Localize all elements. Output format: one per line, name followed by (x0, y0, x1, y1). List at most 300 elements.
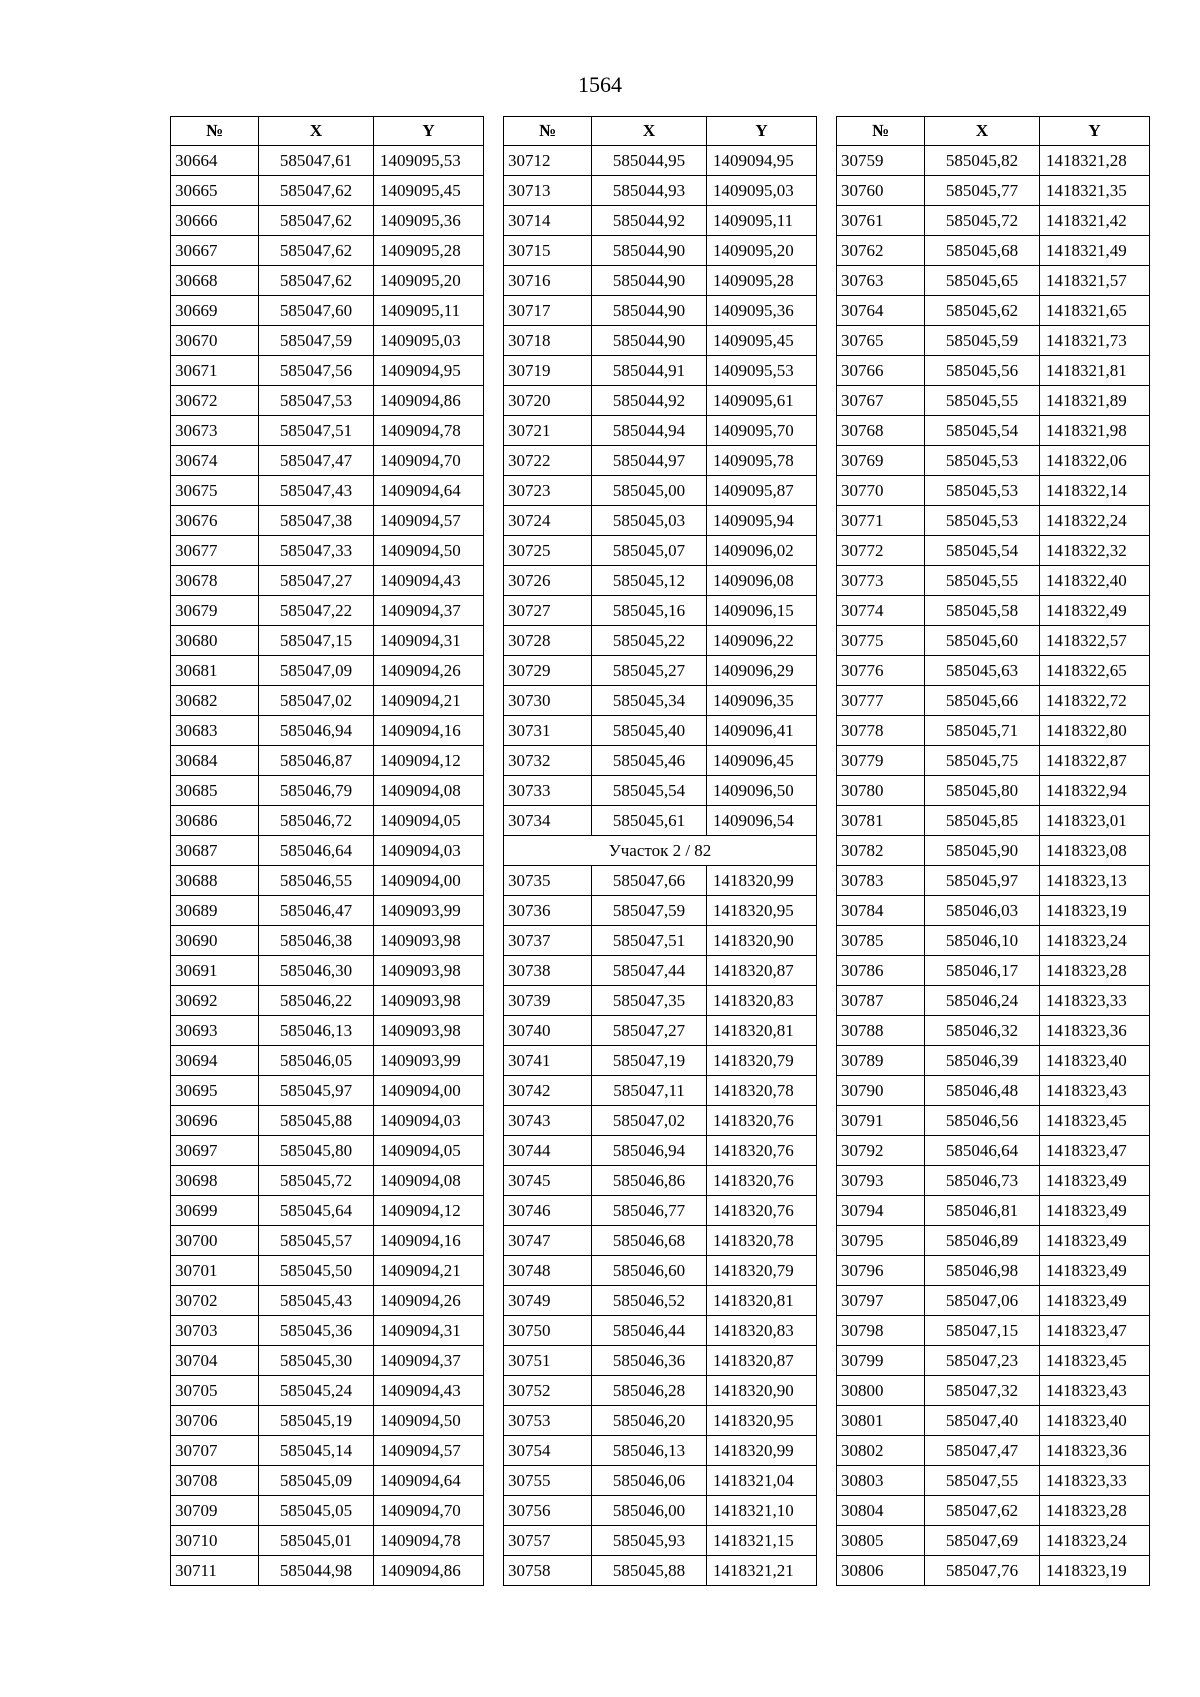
point-number: 30706 (171, 1406, 259, 1436)
point-number: 30753 (504, 1406, 592, 1436)
y-coordinate: 1418320,78 (707, 1076, 817, 1106)
x-coordinate: 585045,88 (259, 1106, 374, 1136)
x-coordinate: 585047,40 (925, 1406, 1040, 1436)
point-number: 30707 (171, 1436, 259, 1466)
x-coordinate: 585046,64 (925, 1136, 1040, 1166)
x-coordinate: 585047,33 (259, 536, 374, 566)
table-row (504, 1046, 817, 1076)
table-row (171, 986, 484, 1016)
x-coordinate: 585047,15 (259, 626, 374, 656)
y-coordinate: 1418322,40 (1040, 566, 1150, 596)
table-row (837, 656, 1150, 686)
table-row (837, 326, 1150, 356)
table-row (504, 746, 817, 776)
y-coordinate: 1418323,47 (1040, 1316, 1150, 1346)
y-coordinate: 1409096,15 (707, 596, 817, 626)
x-coordinate: 585046,94 (259, 716, 374, 746)
table-row (504, 1256, 817, 1286)
x-coordinate: 585047,47 (259, 446, 374, 476)
x-coordinate: 585046,10 (925, 926, 1040, 956)
point-number: 30792 (837, 1136, 925, 1166)
y-coordinate: 1409093,99 (374, 896, 484, 926)
table-row (504, 1346, 817, 1376)
x-coordinate: 585047,51 (592, 926, 707, 956)
table-row (171, 1406, 484, 1436)
table-row (837, 836, 1150, 866)
x-coordinate: 585045,85 (925, 806, 1040, 836)
y-coordinate: 1409094,57 (374, 506, 484, 536)
point-number: 30747 (504, 1226, 592, 1256)
table-row (837, 596, 1150, 626)
x-coordinate: 585047,35 (592, 986, 707, 1016)
point-number: 30735 (504, 866, 592, 896)
table-row (504, 1226, 817, 1256)
x-coordinate: 585045,72 (259, 1166, 374, 1196)
table-row (504, 356, 817, 386)
point-number: 30713 (504, 176, 592, 206)
y-coordinate: 1409095,11 (707, 206, 817, 236)
table-header-row (171, 117, 484, 146)
point-number: 30806 (837, 1556, 925, 1586)
point-number: 30690 (171, 926, 259, 956)
x-coordinate: 585047,19 (592, 1046, 707, 1076)
x-coordinate: 585046,87 (259, 746, 374, 776)
point-number: 30723 (504, 476, 592, 506)
y-coordinate: 1409095,45 (707, 326, 817, 356)
table-row (171, 656, 484, 686)
x-coordinate: 585046,60 (592, 1256, 707, 1286)
x-coordinate: 585045,24 (259, 1376, 374, 1406)
x-coordinate: 585044,98 (259, 1556, 374, 1586)
y-coordinate: 1418323,24 (1040, 926, 1150, 956)
y-coordinate: 1418323,43 (1040, 1076, 1150, 1106)
point-number: 30774 (837, 596, 925, 626)
point-number: 30708 (171, 1466, 259, 1496)
y-coordinate: 1418320,99 (707, 1436, 817, 1466)
y-coordinate: 1418322,57 (1040, 626, 1150, 656)
x-coordinate: 585047,09 (259, 656, 374, 686)
point-number: 30737 (504, 926, 592, 956)
x-coordinate: 585046,94 (592, 1136, 707, 1166)
table-row (837, 236, 1150, 266)
y-coordinate: 1418320,83 (707, 1316, 817, 1346)
y-coordinate: 1409094,00 (374, 866, 484, 896)
y-coordinate: 1418322,87 (1040, 746, 1150, 776)
point-number: 30759 (837, 146, 925, 176)
table-row (171, 866, 484, 896)
point-number: 30799 (837, 1346, 925, 1376)
x-coordinate: 585045,54 (925, 536, 1040, 566)
x-coordinate: 585044,97 (592, 446, 707, 476)
point-number: 30714 (504, 206, 592, 236)
x-coordinate: 585045,66 (925, 686, 1040, 716)
y-coordinate: 1418321,89 (1040, 386, 1150, 416)
y-coordinate: 1418320,76 (707, 1136, 817, 1166)
table-row (837, 1556, 1150, 1586)
table-row (837, 1496, 1150, 1526)
table-row (504, 656, 817, 686)
table-row (504, 146, 817, 176)
x-coordinate: 585044,93 (592, 176, 707, 206)
y-coordinate: 1409093,98 (374, 956, 484, 986)
point-number: 30729 (504, 656, 592, 686)
y-coordinate: 1409094,26 (374, 1286, 484, 1316)
table-row (837, 956, 1150, 986)
x-coordinate: 585045,03 (592, 506, 707, 536)
x-coordinate: 585047,11 (592, 1076, 707, 1106)
y-coordinate: 1409094,26 (374, 656, 484, 686)
point-number: 30778 (837, 716, 925, 746)
point-number: 30719 (504, 356, 592, 386)
y-coordinate: 1418323,45 (1040, 1106, 1150, 1136)
y-coordinate: 1409094,12 (374, 1196, 484, 1226)
point-number: 30675 (171, 476, 259, 506)
table-row (504, 986, 817, 1016)
x-coordinate: 585045,16 (592, 596, 707, 626)
table-row (504, 776, 817, 806)
point-number: 30780 (837, 776, 925, 806)
x-coordinate: 585045,65 (925, 266, 1040, 296)
x-coordinate: 585045,27 (592, 656, 707, 686)
y-coordinate: 1418322,94 (1040, 776, 1150, 806)
table-row (171, 746, 484, 776)
table-row (837, 536, 1150, 566)
point-number: 30693 (171, 1016, 259, 1046)
point-number: 30676 (171, 506, 259, 536)
table-row (837, 1166, 1150, 1196)
x-coordinate: 585047,69 (925, 1526, 1040, 1556)
point-number: 30704 (171, 1346, 259, 1376)
table-row (504, 266, 817, 296)
table-row (504, 806, 817, 836)
point-number: 30743 (504, 1106, 592, 1136)
table-row (837, 1376, 1150, 1406)
point-number: 30712 (504, 146, 592, 176)
x-coordinate: 585045,62 (925, 296, 1040, 326)
x-coordinate: 585047,38 (259, 506, 374, 536)
x-coordinate: 585045,09 (259, 1466, 374, 1496)
x-coordinate: 585046,73 (925, 1166, 1040, 1196)
table-row (171, 446, 484, 476)
x-coordinate: 585046,22 (259, 986, 374, 1016)
x-coordinate: 585046,89 (925, 1226, 1040, 1256)
point-number: 30702 (171, 1286, 259, 1316)
table-row (171, 1556, 484, 1586)
table-row (171, 1256, 484, 1286)
table-row (837, 1526, 1150, 1556)
point-number: 30760 (837, 176, 925, 206)
table-row (171, 1046, 484, 1076)
table-row (171, 776, 484, 806)
x-coordinate: 585045,56 (925, 356, 1040, 386)
table-row (504, 236, 817, 266)
table-row (504, 716, 817, 746)
table-row (837, 1106, 1150, 1136)
x-coordinate: 585045,97 (259, 1076, 374, 1106)
y-coordinate: 1409094,08 (374, 776, 484, 806)
x-coordinate: 585045,50 (259, 1256, 374, 1286)
y-coordinate: 1409094,16 (374, 1226, 484, 1256)
point-number: 30784 (837, 896, 925, 926)
point-number: 30665 (171, 176, 259, 206)
y-coordinate: 1409095,45 (374, 176, 484, 206)
y-coordinate: 1409095,87 (707, 476, 817, 506)
x-coordinate: 585047,62 (259, 206, 374, 236)
section-row (504, 836, 817, 866)
table-row (837, 716, 1150, 746)
point-number: 30777 (837, 686, 925, 716)
point-number: 30761 (837, 206, 925, 236)
point-number: 30732 (504, 746, 592, 776)
point-number: 30741 (504, 1046, 592, 1076)
point-number: 30768 (837, 416, 925, 446)
point-number: 30726 (504, 566, 592, 596)
y-coordinate: 1418323,49 (1040, 1166, 1150, 1196)
y-coordinate: 1409094,16 (374, 716, 484, 746)
table-header-row (837, 117, 1150, 146)
point-number: 30788 (837, 1016, 925, 1046)
point-number: 30710 (171, 1526, 259, 1556)
x-coordinate: 585047,23 (925, 1346, 1040, 1376)
x-coordinate: 585046,81 (925, 1196, 1040, 1226)
table-row (837, 506, 1150, 536)
point-number: 30720 (504, 386, 592, 416)
x-coordinate: 585045,55 (925, 386, 1040, 416)
y-coordinate: 1409093,98 (374, 986, 484, 1016)
coordinates-table-2 (503, 116, 817, 1586)
table-row (837, 1016, 1150, 1046)
y-coordinate: 1409094,86 (374, 386, 484, 416)
column-header-number: № (504, 117, 592, 146)
column-header-number: № (837, 117, 925, 146)
y-coordinate: 1418323,40 (1040, 1406, 1150, 1436)
point-number: 30698 (171, 1166, 259, 1196)
y-coordinate: 1409093,99 (374, 1046, 484, 1076)
y-coordinate: 1409096,45 (707, 746, 817, 776)
point-number: 30749 (504, 1286, 592, 1316)
y-coordinate: 1409094,37 (374, 596, 484, 626)
point-number: 30764 (837, 296, 925, 326)
point-number: 30795 (837, 1226, 925, 1256)
x-coordinate: 585045,22 (592, 626, 707, 656)
column-header-y: Y (707, 117, 817, 146)
point-number: 30694 (171, 1046, 259, 1076)
x-coordinate: 585045,63 (925, 656, 1040, 686)
point-number: 30687 (171, 836, 259, 866)
table-row (171, 1196, 484, 1226)
x-coordinate: 585044,90 (592, 326, 707, 356)
point-number: 30721 (504, 416, 592, 446)
y-coordinate: 1418320,95 (707, 896, 817, 926)
y-coordinate: 1418323,01 (1040, 806, 1150, 836)
y-coordinate: 1409096,35 (707, 686, 817, 716)
point-number: 30786 (837, 956, 925, 986)
y-coordinate: 1418320,76 (707, 1106, 817, 1136)
y-coordinate: 1409095,70 (707, 416, 817, 446)
table-row (504, 686, 817, 716)
point-number: 30703 (171, 1316, 259, 1346)
table-row (504, 1526, 817, 1556)
table-row (837, 1346, 1150, 1376)
point-number: 30669 (171, 296, 259, 326)
x-coordinate: 585046,00 (592, 1496, 707, 1526)
x-coordinate: 585046,30 (259, 956, 374, 986)
point-number: 30670 (171, 326, 259, 356)
x-coordinate: 585045,68 (925, 236, 1040, 266)
x-coordinate: 585046,20 (592, 1406, 707, 1436)
point-number: 30779 (837, 746, 925, 776)
y-coordinate: 1409095,20 (374, 266, 484, 296)
point-number: 30758 (504, 1556, 592, 1586)
x-coordinate: 585047,27 (592, 1016, 707, 1046)
y-coordinate: 1409094,03 (374, 1106, 484, 1136)
x-coordinate: 585047,59 (592, 896, 707, 926)
x-coordinate: 585047,06 (925, 1286, 1040, 1316)
table-row (837, 986, 1150, 1016)
coordinates-table-1 (170, 116, 484, 1586)
y-coordinate: 1418320,99 (707, 866, 817, 896)
x-coordinate: 585046,64 (259, 836, 374, 866)
point-number: 30727 (504, 596, 592, 626)
point-number: 30699 (171, 1196, 259, 1226)
point-number: 30674 (171, 446, 259, 476)
point-number: 30683 (171, 716, 259, 746)
y-coordinate: 1409094,50 (374, 536, 484, 566)
table-row (171, 926, 484, 956)
y-coordinate: 1418322,06 (1040, 446, 1150, 476)
y-coordinate: 1418322,24 (1040, 506, 1150, 536)
table-row (504, 1376, 817, 1406)
point-number: 30750 (504, 1316, 592, 1346)
y-coordinate: 1409094,21 (374, 686, 484, 716)
x-coordinate: 585045,53 (925, 476, 1040, 506)
table-row (837, 626, 1150, 656)
point-number: 30793 (837, 1166, 925, 1196)
table-row (171, 1466, 484, 1496)
point-number: 30800 (837, 1376, 925, 1406)
x-coordinate: 585045,30 (259, 1346, 374, 1376)
y-coordinate: 1418323,33 (1040, 1466, 1150, 1496)
x-coordinate: 585045,01 (259, 1526, 374, 1556)
x-coordinate: 585045,54 (925, 416, 1040, 446)
y-coordinate: 1418320,87 (707, 956, 817, 986)
point-number: 30752 (504, 1376, 592, 1406)
x-coordinate: 585046,13 (592, 1436, 707, 1466)
table-row (504, 1556, 817, 1586)
y-coordinate: 1409096,22 (707, 626, 817, 656)
table-row (504, 1496, 817, 1526)
x-coordinate: 585047,44 (592, 956, 707, 986)
point-number: 30701 (171, 1256, 259, 1286)
table-row (504, 1196, 817, 1226)
y-coordinate: 1418320,76 (707, 1166, 817, 1196)
point-number: 30684 (171, 746, 259, 776)
table-row (504, 416, 817, 446)
table-row (504, 476, 817, 506)
x-coordinate: 585047,02 (259, 686, 374, 716)
y-coordinate: 1409094,64 (374, 1466, 484, 1496)
x-coordinate: 585047,59 (259, 326, 374, 356)
x-coordinate: 585047,43 (259, 476, 374, 506)
x-coordinate: 585045,53 (925, 506, 1040, 536)
point-number: 30781 (837, 806, 925, 836)
point-number: 30680 (171, 626, 259, 656)
table-row (171, 1316, 484, 1346)
table-row (504, 956, 817, 986)
table-row (171, 626, 484, 656)
table-row (171, 1376, 484, 1406)
point-number: 30724 (504, 506, 592, 536)
point-number: 30664 (171, 146, 259, 176)
point-number: 30682 (171, 686, 259, 716)
x-coordinate: 585045,36 (259, 1316, 374, 1346)
point-number: 30715 (504, 236, 592, 266)
y-coordinate: 1409095,53 (374, 146, 484, 176)
table-row (837, 176, 1150, 206)
y-coordinate: 1418322,80 (1040, 716, 1150, 746)
table-row (171, 1526, 484, 1556)
table-row (837, 1406, 1150, 1436)
table-row (171, 206, 484, 236)
x-coordinate: 585044,90 (592, 296, 707, 326)
column-header-y: Y (1040, 117, 1150, 146)
table-row (837, 1286, 1150, 1316)
table-row (504, 926, 817, 956)
x-coordinate: 585045,58 (925, 596, 1040, 626)
x-coordinate: 585045,64 (259, 1196, 374, 1226)
point-number: 30794 (837, 1196, 925, 1226)
x-coordinate: 585046,38 (259, 926, 374, 956)
table-row (837, 1196, 1150, 1226)
x-coordinate: 585045,71 (925, 716, 1040, 746)
x-coordinate: 585045,72 (925, 206, 1040, 236)
x-coordinate: 585047,62 (259, 236, 374, 266)
point-number: 30745 (504, 1166, 592, 1196)
y-coordinate: 1409094,31 (374, 1316, 484, 1346)
point-number: 30740 (504, 1016, 592, 1046)
x-coordinate: 585047,27 (259, 566, 374, 596)
table-row (171, 326, 484, 356)
section-label: Участок 2 / 82 (504, 836, 817, 866)
x-coordinate: 585046,55 (259, 866, 374, 896)
point-number: 30742 (504, 1076, 592, 1106)
x-coordinate: 585047,61 (259, 146, 374, 176)
y-coordinate: 1418323,19 (1040, 896, 1150, 926)
y-coordinate: 1409094,21 (374, 1256, 484, 1286)
point-number: 30803 (837, 1466, 925, 1496)
table-row (504, 1436, 817, 1466)
y-coordinate: 1409096,54 (707, 806, 817, 836)
table-row (504, 1166, 817, 1196)
table-row (171, 596, 484, 626)
table-row (504, 536, 817, 566)
point-number: 30754 (504, 1436, 592, 1466)
point-number: 30705 (171, 1376, 259, 1406)
y-coordinate: 1409096,29 (707, 656, 817, 686)
x-coordinate: 585045,59 (925, 326, 1040, 356)
point-number: 30722 (504, 446, 592, 476)
x-coordinate: 585045,54 (592, 776, 707, 806)
x-coordinate: 585045,00 (592, 476, 707, 506)
y-coordinate: 1418323,49 (1040, 1256, 1150, 1286)
table-row (171, 716, 484, 746)
x-coordinate: 585046,86 (592, 1166, 707, 1196)
y-coordinate: 1418321,04 (707, 1466, 817, 1496)
table-row (837, 356, 1150, 386)
y-coordinate: 1409095,61 (707, 386, 817, 416)
point-number: 30686 (171, 806, 259, 836)
point-number: 30751 (504, 1346, 592, 1376)
